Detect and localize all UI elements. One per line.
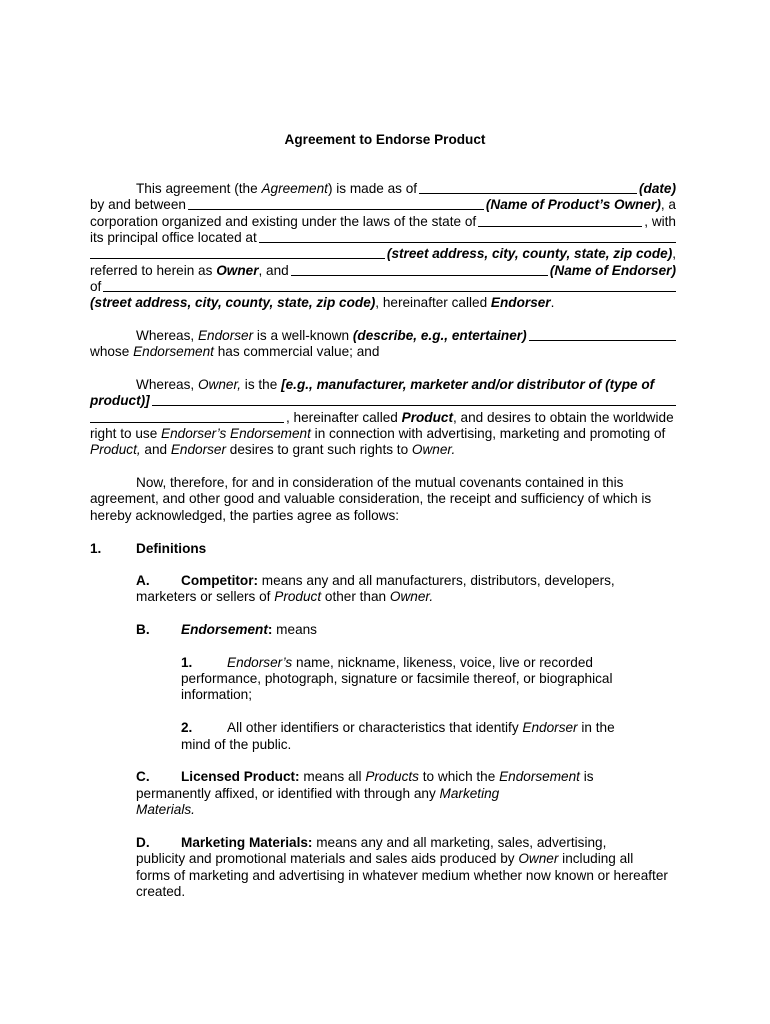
def-d-line-1: D. Marketing Materials: means any and all marketing, sales, advertising, xyxy=(136,835,607,850)
now-line-1: Now, therefore, for and in consideration of the mutual covenants contained in this xyxy=(136,475,624,490)
whereas2-line-2: product)] xyxy=(90,392,676,409)
endorser-name-blank[interactable] xyxy=(291,262,548,276)
def-b2-line-2: mind of the public. xyxy=(181,737,292,752)
def-b1-line-3: information; xyxy=(181,687,253,702)
product-type-blank[interactable] xyxy=(152,392,676,406)
def-c-line-3: Materials. xyxy=(136,802,195,817)
intro-line-3: corporation organized and existing under the laws of the state of , with xyxy=(90,214,676,229)
intro-line-8: (street address, city, county, state, zip code), hereinafter called Endorser. xyxy=(90,295,555,310)
product-type-blank-2[interactable] xyxy=(90,409,284,423)
intro-line-7: of xyxy=(90,278,676,295)
def-b2-line-1: 2. All other identifiers or characteristics that identify Endorser in the xyxy=(181,720,615,735)
def-d-line-2: publicity and promotional materials and sales aids produced by Owner including all xyxy=(136,851,634,866)
whereas2-line-1: Whereas, Owner, is the [e.g., manufacturer, marketer and/or distributor of (type of xyxy=(136,377,655,392)
state-blank[interactable] xyxy=(478,213,642,227)
def-b-line-1: B. Endorsement: means xyxy=(136,622,317,637)
now-line-2: agreement, and other good and valuable consideration, the receipt and sufficiency of which is xyxy=(90,491,652,506)
owner-name-blank[interactable] xyxy=(188,196,484,210)
date-blank[interactable] xyxy=(419,180,637,194)
intro-line-6: referred to herein as Owner, and (Name of Endorser) xyxy=(90,263,676,278)
document-title: Agreement to Endorse Product xyxy=(284,132,486,147)
intro-line-2: by and between (Name of Product’s Owner), a xyxy=(90,197,676,212)
whereas2-line-3: , hereinafter called Product, and desires to obtain the worldwide xyxy=(90,409,676,426)
section-1-heading: 1. Definitions xyxy=(90,541,207,556)
def-b1-line-2: performance, photograph, signature or facsimile thereof, or biographical xyxy=(181,671,613,686)
whereas1-line-1: Whereas, Endorser is a well-known (describe, e.g., entertainer) xyxy=(90,327,676,344)
intro-line-4: its principal office located at xyxy=(90,229,676,246)
def-c-line-2: permanently affixed, or identified with through any Marketing xyxy=(136,786,500,801)
endorser-address-blank[interactable] xyxy=(103,278,676,292)
def-d-line-3: forms of marketing and advertising in whatever medium whether now known or hereafter xyxy=(136,868,668,883)
def-a-line-1: A. Competitor: means any and all manufacturers, distributors, developers, xyxy=(136,573,615,588)
def-a-line-2: marketers or sellers of Product other than Owner. xyxy=(136,589,434,604)
office-address-blank[interactable] xyxy=(259,229,676,243)
describe-blank[interactable] xyxy=(529,327,676,341)
def-c-line-1: C. Licensed Product: means all Products to which the Endorsement is xyxy=(136,769,594,784)
intro-line-1: This agreement (the Agreement) is made as of (date) xyxy=(136,181,676,196)
office-address-blank-2[interactable] xyxy=(90,245,385,259)
whereas2-line-4: right to use Endorser’s Endorsement in connection with advertising, marketing and promoting of xyxy=(90,426,666,441)
intro-line-5: (street address, city, county, state, zip code), xyxy=(90,245,676,262)
whereas1-line-2: whose Endorsement has commercial value; and xyxy=(90,344,380,359)
def-b1-line-1: 1. Endorser’s name, nickname, likeness, voice, live or recorded xyxy=(181,655,593,670)
now-line-3: hereby acknowledged, the parties agree as follows: xyxy=(90,508,400,523)
def-d-line-4: created. xyxy=(136,884,186,899)
whereas2-line-5: Product, and Endorser desires to grant such rights to Owner. xyxy=(90,442,456,457)
